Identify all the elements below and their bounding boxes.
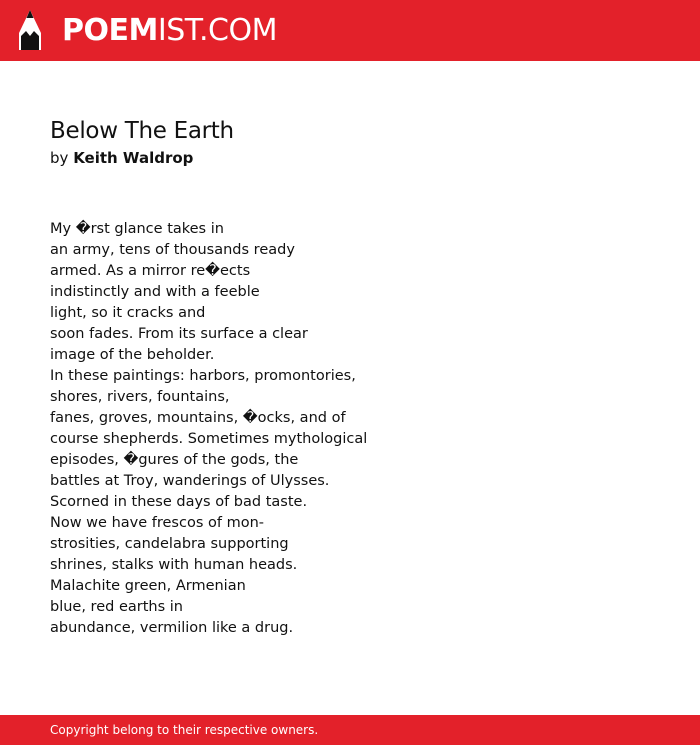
poem-line: Scorned in these days of bad taste. [50, 494, 308, 510]
logo-light-text: IST.COM [157, 13, 277, 48]
poem-article [50, 115, 650, 636]
poem-line: armed. As a mirror re�ects [50, 263, 251, 279]
poem-line: battles at Troy, wanderings of Ulysses. [50, 473, 330, 489]
poem-line: episodes, �gures of the gods, the [50, 452, 299, 468]
poem-line: course shepherds. Sometimes mythological [50, 431, 368, 447]
site-header [0, 0, 700, 61]
poem-line: shrines, stalks with human heads. [50, 557, 298, 573]
poem-line: shores, rivers, fountains, [50, 389, 230, 405]
poem-line: fanes, groves, mountains, �ocks, and of [50, 410, 346, 426]
poem-line: strosities, candelabra supporting [50, 536, 289, 552]
byline-prefix: by [50, 149, 69, 167]
poem-line: image of the beholder. [50, 347, 215, 363]
site-footer [0, 715, 700, 745]
site-logo[interactable] [62, 12, 277, 50]
poem-line: an army, tens of thousands ready [50, 242, 295, 258]
poem-line: In these paintings: harbors, promontories, [50, 368, 356, 384]
pencil-icon[interactable] [17, 9, 43, 51]
logo-bold-text: POEM [62, 13, 158, 48]
poem-line: light, so it cracks and [50, 305, 206, 321]
poem-line: abundance, vermilion like a drug. [50, 620, 294, 636]
poem-line: Now we have frescos of mon- [50, 515, 264, 531]
byline [50, 147, 650, 169]
poem-line: Malachite green, Armenian [50, 578, 246, 594]
poem-line: soon fades. From its surface a clear [50, 326, 308, 342]
poem-line: indistinctly and with a feeble [50, 284, 260, 300]
poem-line: blue, red earths in [50, 599, 183, 615]
poem-title: Below The Earth [50, 118, 234, 144]
poem-line: My �rst glance takes in [50, 221, 224, 237]
author-name: Keith Waldrop [73, 149, 194, 167]
poem-body [50, 219, 367, 639]
copyright-text: Copyright belong to their respective owners. [50, 723, 319, 737]
